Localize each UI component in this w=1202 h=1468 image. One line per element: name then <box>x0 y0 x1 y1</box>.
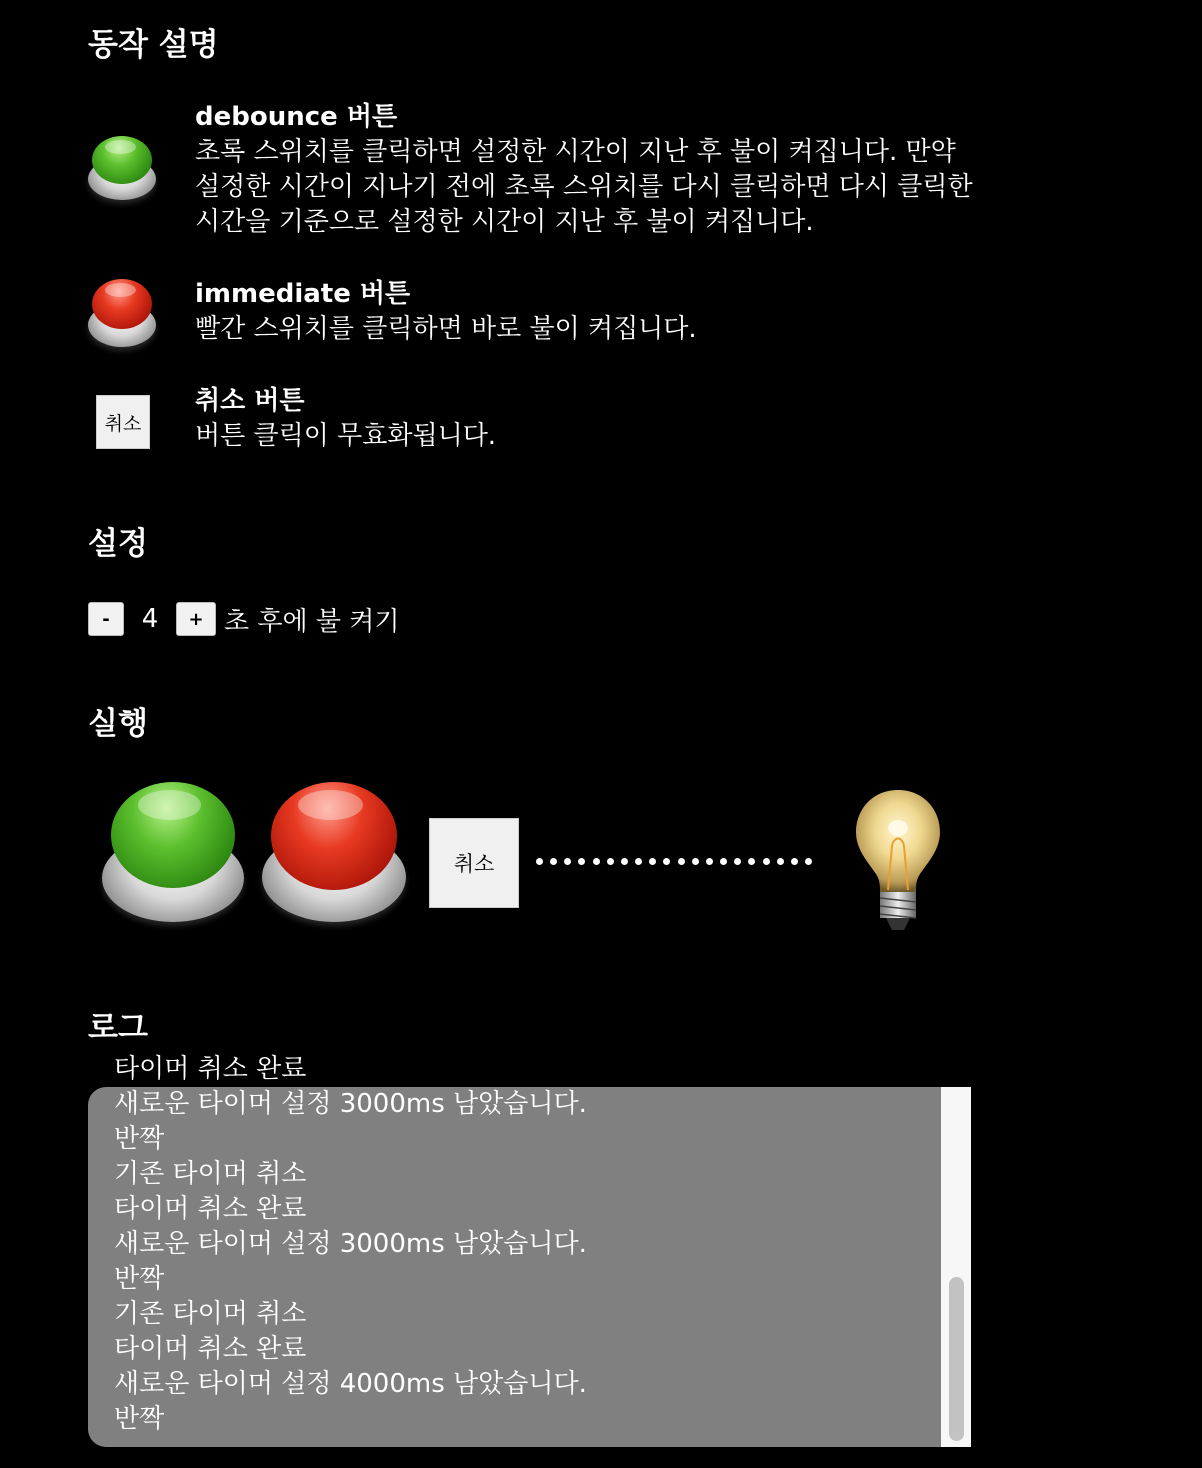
log-line: 반짝 <box>114 1124 165 1154</box>
log-line: 타이머 취소 완료 <box>114 1194 307 1224</box>
run-title: 실행 <box>88 706 148 742</box>
delay-setting <box>88 600 400 638</box>
progress-dot <box>678 858 685 865</box>
log-line: 기존 타이머 취소 <box>114 1299 307 1329</box>
debounce-name: debounce 버튼 <box>195 102 398 132</box>
debounce-button[interactable] <box>102 782 244 922</box>
progress-dot <box>763 858 770 865</box>
progress-dot <box>791 858 798 865</box>
progress-dot <box>663 858 670 865</box>
progress-dot <box>635 858 642 865</box>
log-scrollbar[interactable] <box>941 1087 971 1447</box>
log-line: 반짝 <box>114 1264 165 1294</box>
log-line: 새로운 타이머 설정 3000ms 남았습니다. <box>114 1089 587 1119</box>
immediate-body: 빨간 스위치를 클릭하면 바로 불이 켜집니다. <box>195 314 697 344</box>
delay-value: 4 <box>141 604 159 634</box>
progress-dot <box>593 858 600 865</box>
progress-dot <box>692 858 699 865</box>
decrement-button[interactable]: - <box>88 602 124 636</box>
log-line: 반짝 <box>114 1404 165 1434</box>
progress-dot <box>621 858 628 865</box>
progress-dot <box>777 858 784 865</box>
delay-suffix: 초 후에 불 켜기 <box>224 606 400 637</box>
immediate-description <box>88 277 988 357</box>
immediate-button[interactable] <box>262 782 406 940</box>
description-title: 동작 설명 <box>88 27 219 63</box>
progress-dot <box>720 858 727 865</box>
light-bulb-icon <box>852 786 944 938</box>
immediate-name: immediate 버튼 <box>195 279 411 309</box>
progress-dot <box>706 858 713 865</box>
cancel-description <box>88 384 988 464</box>
log-line: 기존 타이머 취소 <box>114 1159 307 1189</box>
red-button-icon <box>88 279 156 347</box>
progress-dot <box>607 858 614 865</box>
log-line: 타이머 취소 완료 <box>114 1334 307 1364</box>
debounce-body: 초록 스위치를 클릭하면 설정한 시간이 지난 후 불이 켜집니다. 만약 설정한 시간이 지나기 전에 초록 스위치를 다시 클릭하면 다시 클릭한 시간을 기준으로 설정한 시간이 지난 후 불이 켜집니다. <box>195 137 973 237</box>
log-line: 새로운 타이머 설정 3000ms 남았습니다. <box>114 1229 587 1259</box>
delay-indicator <box>536 856 812 866</box>
log-scrollbar-thumb[interactable] <box>949 1277 964 1441</box>
progress-dot <box>564 858 571 865</box>
progress-dot <box>550 858 557 865</box>
debounce-description <box>88 100 988 240</box>
progress-dot <box>649 858 656 865</box>
progress-dot <box>578 858 585 865</box>
increment-button[interactable]: + <box>176 602 216 636</box>
progress-dot <box>748 858 755 865</box>
log-line: 타이머 취소 완료 <box>114 1054 307 1084</box>
log-line: 새로운 타이머 설정 4000ms 남았습니다. <box>114 1369 587 1399</box>
cancel-body: 버튼 클릭이 무효화됩니다. <box>195 421 497 451</box>
log-panel[interactable] <box>88 1054 971 1447</box>
progress-dot <box>805 858 812 865</box>
log-list <box>114 1052 931 1437</box>
progress-dot <box>536 858 543 865</box>
settings-title: 설정 <box>88 526 148 562</box>
green-button-icon <box>88 136 156 200</box>
log-title: 로그 <box>88 1010 148 1046</box>
cancel-name: 취소 버튼 <box>195 386 305 416</box>
progress-dot <box>734 858 741 865</box>
cancel-button[interactable]: 취소 <box>429 818 519 908</box>
cancel-icon: 취소 <box>96 395 150 449</box>
